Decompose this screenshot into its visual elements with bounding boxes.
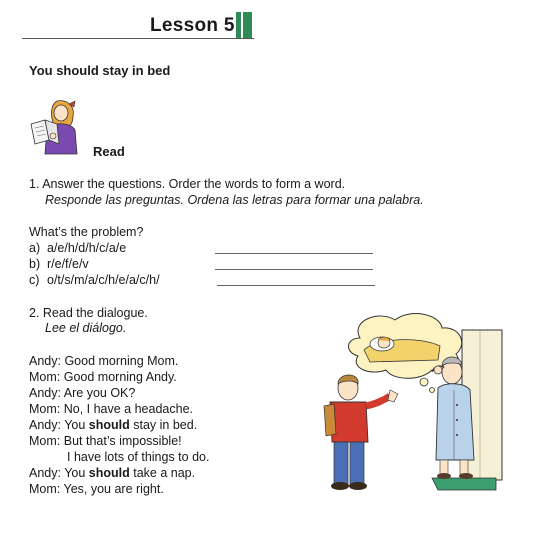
dialogue-line (29, 417, 197, 433)
dialogue-text: I have lots of things to do. (67, 450, 210, 464)
read-label: Read (93, 144, 125, 159)
lesson-marker-bar (236, 12, 252, 39)
dialogue-speaker: Mom: (29, 434, 61, 448)
dialogue-speaker: Andy: (29, 386, 61, 400)
dialogue-line (29, 465, 195, 481)
dialogue-line (29, 433, 182, 449)
dialogue-text: You should stay in bed. (64, 418, 198, 432)
dialogue-line (29, 481, 164, 497)
item-b-letters: r/e/f/e/v (47, 257, 89, 271)
exercise1-instruction-es: Responde las preguntas. Ordena las letras para formar una palabra. (45, 193, 424, 207)
item-c-letters: o/t/s/m/a/c/h/e/a/c/h/ (47, 273, 160, 287)
dialogue-line (29, 401, 193, 417)
dialogue-line (29, 385, 135, 401)
exercise2-instruction-es: Lee el diálogo. (45, 321, 127, 335)
dialogue-line (29, 353, 178, 369)
dialogue-speaker: Andy: (29, 354, 61, 368)
exercise2-instruction: 2. Read the dialogue. (29, 306, 148, 320)
dialogue-line (67, 449, 209, 465)
title-rule (22, 38, 254, 39)
item-b-label: b) (29, 257, 41, 271)
reading-girl-icon (27, 98, 83, 156)
item-c-label: c) (29, 273, 40, 287)
dialogue-text: Good morning Mom. (64, 354, 179, 368)
item-a-letters: a/e/h/d/h/c/a/e (47, 241, 127, 255)
lesson-title: Lesson 5 (150, 15, 235, 36)
item-a-label: a) (29, 241, 41, 255)
item-b-answer-line[interactable] (215, 269, 373, 270)
dialogue-text: Yes, you are right. (63, 482, 164, 496)
dialogue-text: But that’s impossible! (63, 434, 182, 448)
dialogue-text: Good morning Andy. (63, 370, 177, 384)
dialogue-line (29, 369, 177, 385)
dialogue-speaker: Andy: (29, 418, 61, 432)
dialogue-speaker: Andy: (29, 466, 61, 480)
dialogue-speaker: Mom: (29, 482, 61, 496)
exercise1-instruction: 1. Answer the questions. Order the words to form a word. (29, 177, 346, 191)
lesson-subtitle: You should stay in bed (29, 63, 171, 78)
dialogue-speaker: Mom: (29, 370, 61, 384)
exercise1-question: What’s the problem? (29, 225, 144, 239)
dialogue-illustration (320, 310, 506, 498)
item-c-answer-line[interactable] (217, 285, 375, 286)
dialogue-speaker: Mom: (29, 402, 61, 416)
dialogue-text: No, I have a headache. (63, 402, 193, 416)
item-a-answer-line[interactable] (215, 253, 373, 254)
dialogue-text: You should take a nap. (64, 466, 196, 480)
dialogue-text: Are you OK? (63, 386, 136, 400)
